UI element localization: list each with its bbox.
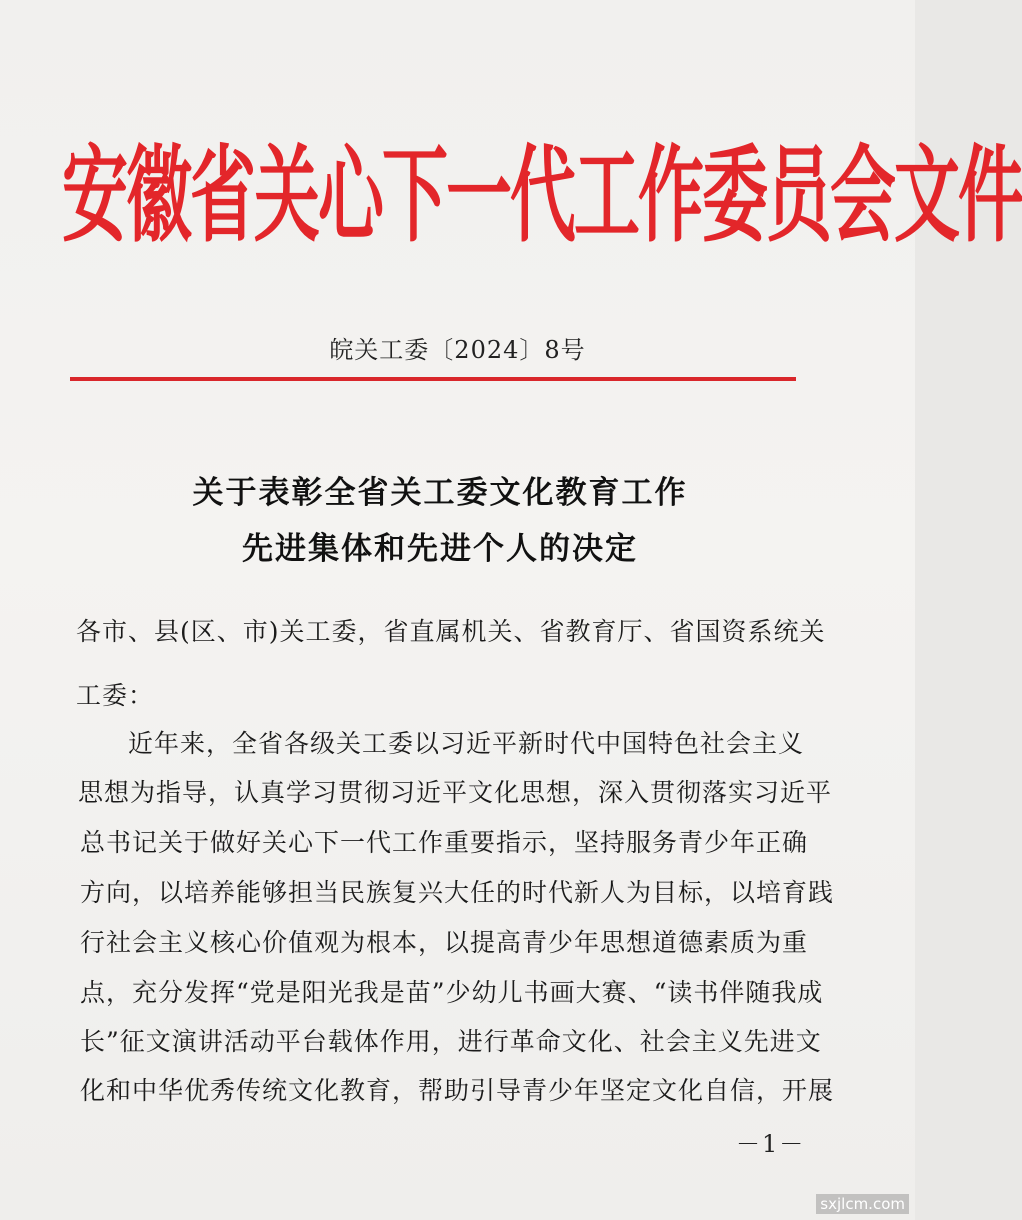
- document-title-line-2: 先进集体和先进个人的决定: [242, 531, 638, 567]
- body-line-6: 方向，以培养能够担当民族复兴大任的时代新人为目标，以培育践: [80, 878, 835, 907]
- document-number: 皖关工委〔2024〕8号: [329, 336, 586, 364]
- body-line-10: 化和中华优秀传统文化教育，帮助引导青少年坚定文化自信，开展: [80, 1076, 835, 1105]
- body-line-3: 近年来，全省各级关工委以习近平新时代中国特色社会主义: [128, 729, 805, 758]
- body-line-5: 总书记关于做好关心下一代工作重要指示，坚持服务青少年正确: [80, 828, 809, 857]
- document-title-line-1: 关于表彰全省关工委文化教育工作: [192, 475, 688, 511]
- body-line-8: 点，充分发挥“党是阳光我是苗”少幼儿书画大赛、“读书伴随我成: [80, 978, 824, 1007]
- body-line-1: 各市、县(区、市)关工委，省直属机关、省教育厅、省国资系统关: [76, 617, 826, 646]
- document-masthead: 安徽省关心下一代工作委员会文件: [62, 134, 1022, 257]
- red-divider-line: [70, 377, 796, 381]
- body-line-2: 工委：: [76, 681, 155, 710]
- body-line-7: 行社会主义核心价值观为根本，以提高青少年思想道德素质为重: [80, 928, 809, 957]
- body-line-9: 长”征文演讲活动平台载体作用，进行革命文化、社会主义先进文: [80, 1027, 822, 1056]
- page-number: －1－: [736, 1130, 806, 1158]
- site-watermark: sxjlcm.com: [816, 1194, 909, 1214]
- body-line-4: 思想为指导，认真学习贯彻习近平文化思想，深入贯彻落实习近平: [78, 778, 833, 807]
